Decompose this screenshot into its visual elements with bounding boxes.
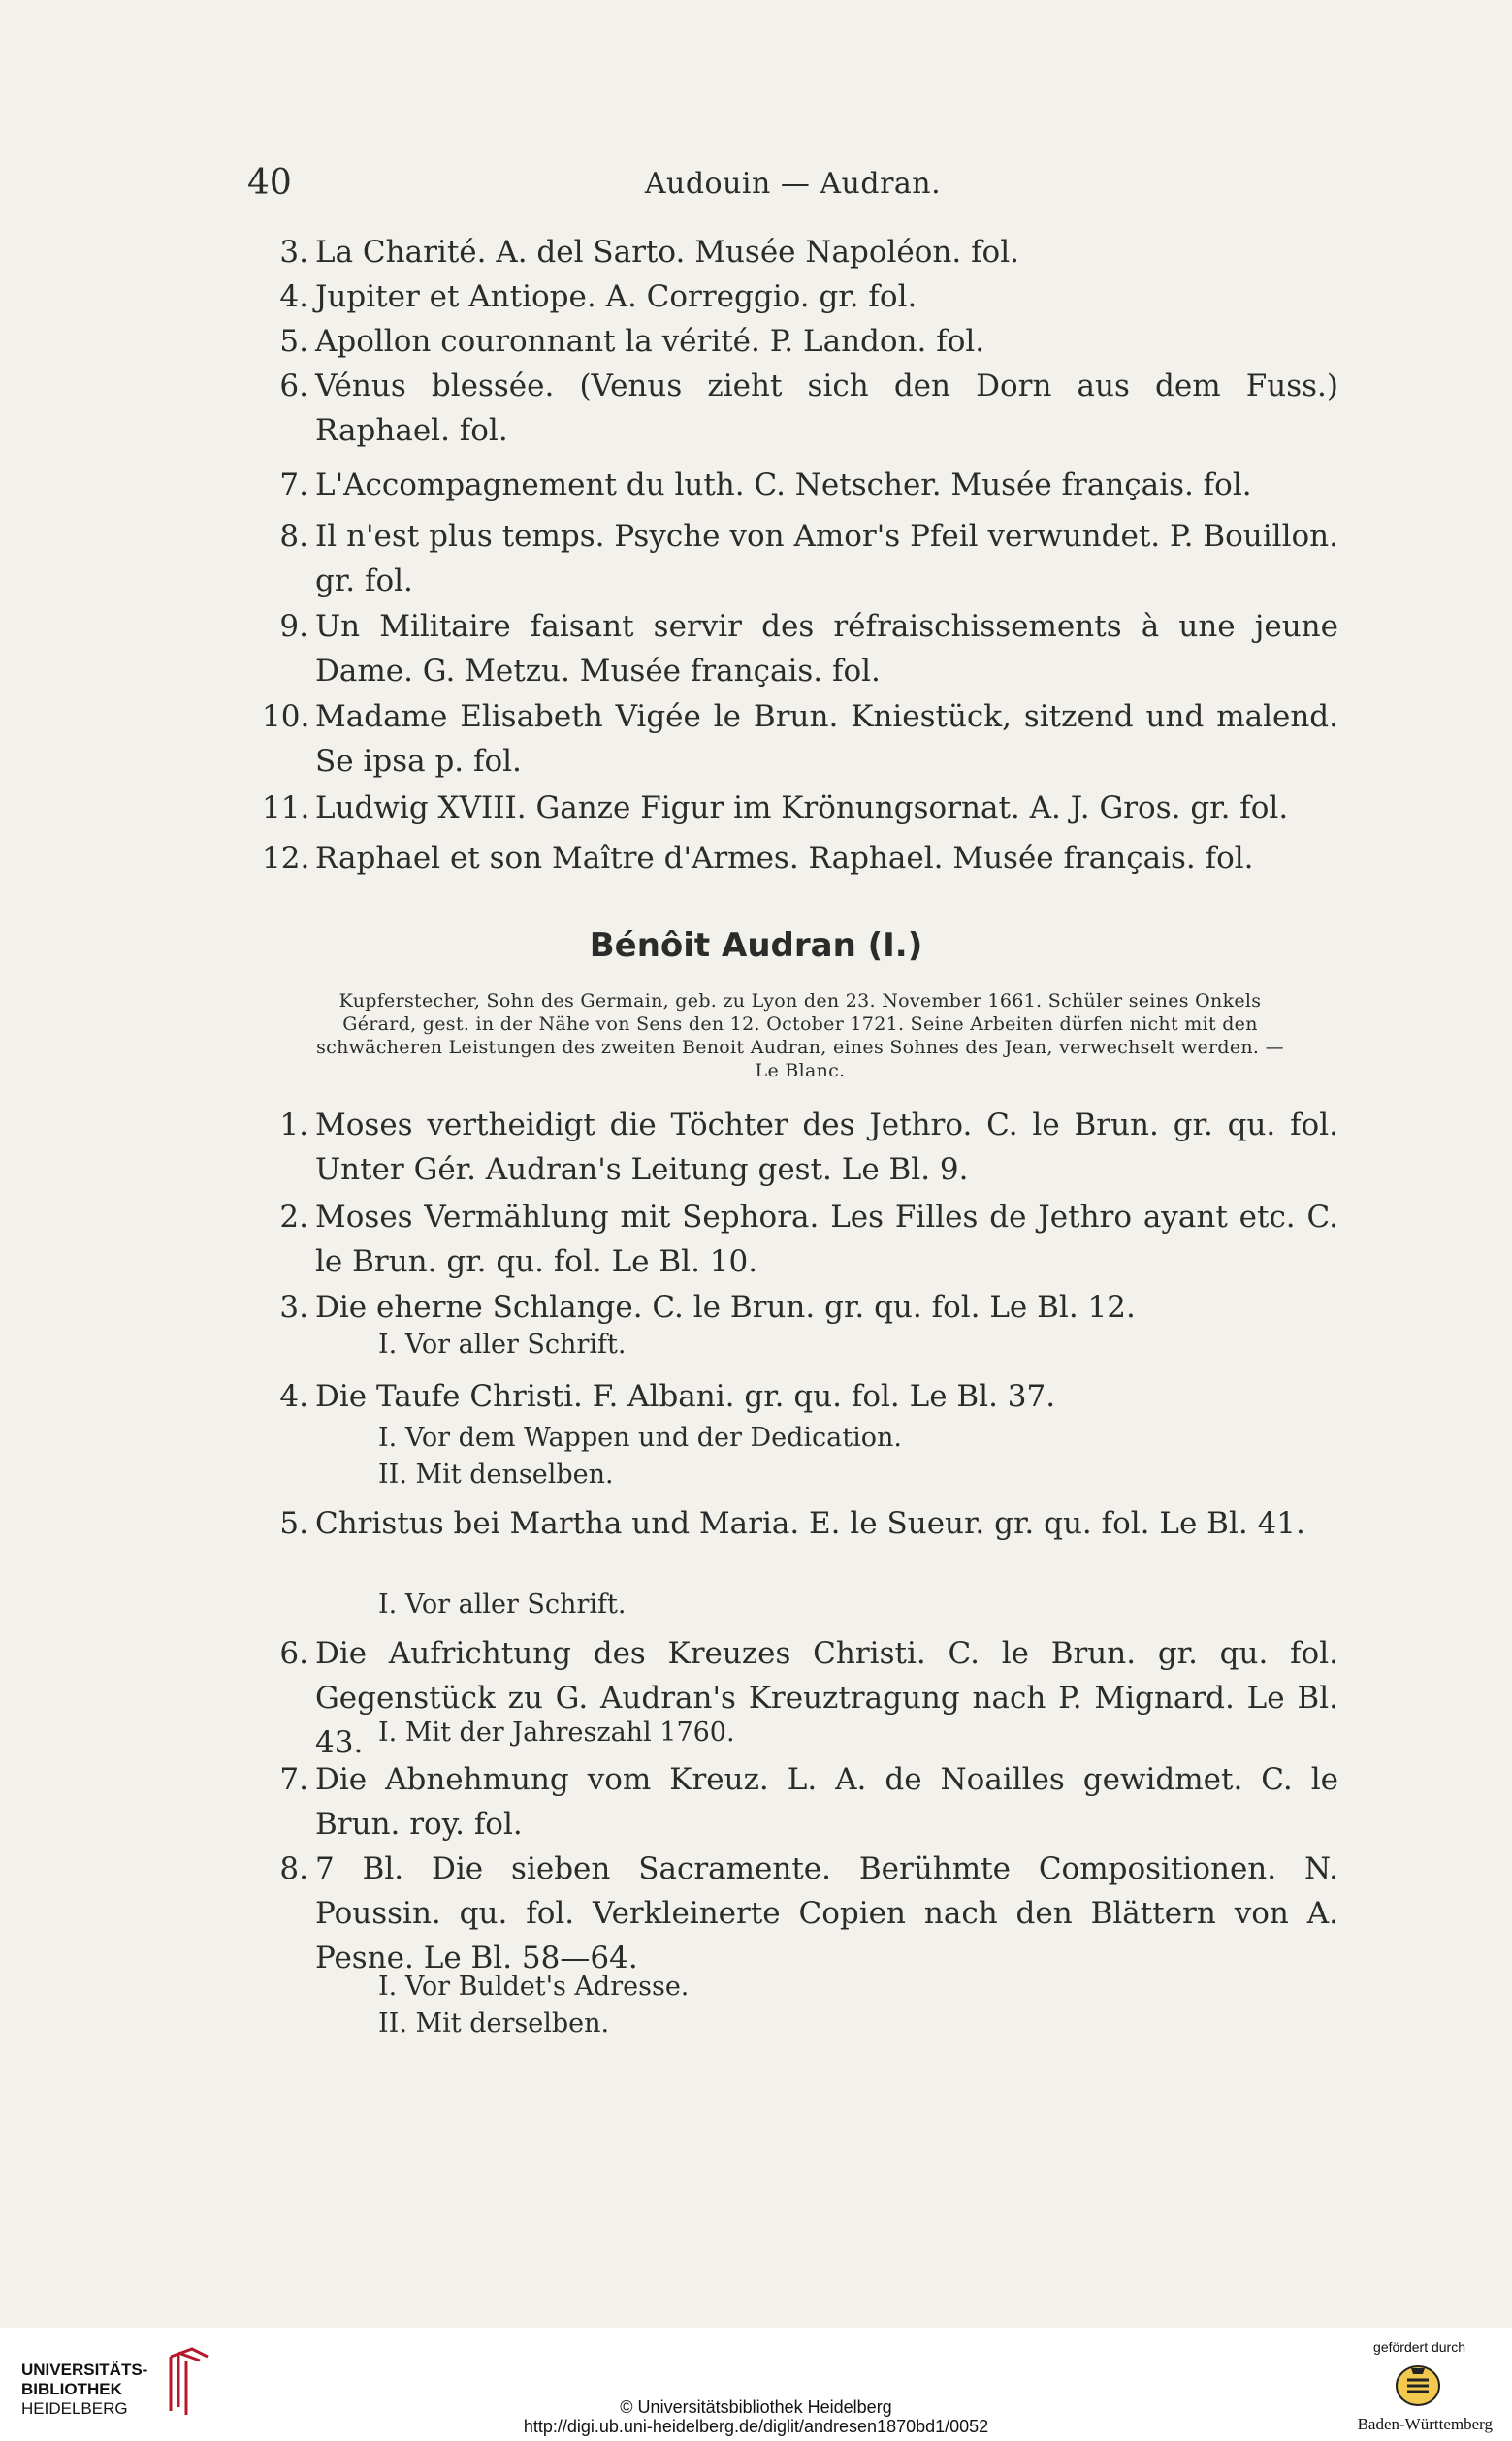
footer-bar: [0, 2328, 1512, 2441]
copyright-notice: © Universitätsbibliothek Heidelberg http://digi.ub.uni-heidelberg.de/diglit/andresen1870bd1/0052: [0, 2397, 1512, 2436]
state-note: II. Mit derselben.: [378, 2008, 610, 2039]
list-item: 8. Il n'est plus temps. Psyche von Amor's Pfeil verwundet. P. Bouillon. gr. fol.: [279, 519, 1338, 598]
list-item: 2. Moses Vermählung mit Sephora. Les Filles de Jethro ayant etc. C. le Brun. gr. qu. fol. Le Bl. 10.: [279, 1200, 1338, 1279]
list-item: 6. Die Aufrichtung des Kreuzes Christi. C. le Brun. gr. qu. fol. Gegenstück zu G. Audran's Kreuztragung nach P. Mignard. Le Bl. 43.: [279, 1636, 1338, 1760]
list-item: 12. Raphael et son Maître d'Armes. Raphael. Musée français. fol.: [262, 841, 1254, 876]
state-note: I. Mit der Jahreszahl 1760.: [378, 1718, 735, 1748]
running-title: Audouin — Audran.: [644, 167, 942, 201]
state-note: I. Vor Buldet's Adresse.: [378, 1972, 690, 2002]
permalink[interactable]: http://digi.ub.uni-heidelberg.de/diglit/andresen1870bd1/0052: [523, 2417, 989, 2436]
library-name: UNIVERSITÄTS- BIBLIOTHEK HEIDELBERG: [21, 2361, 148, 2418]
list-item: 5. Apollon couronnant la vérité. P. Landon. fol.: [279, 324, 985, 359]
list-item: 8. 7 Bl. Die sieben Sacramente. Berühmte Compositionen. N. Poussin. qu. fol. Verkleinerte Copien nach den Blättern von A. Pesne. Le Bl. 58—64.: [279, 1851, 1338, 1975]
list-item: 11. Ludwig XVIII. Ganze Figur im Krönungsornat. A. J. Gros. gr. fol.: [262, 790, 1289, 825]
list-item: 3. Die eherne Schlange. C. le Brun. gr. qu. fol. Le Bl. 12.: [279, 1290, 1136, 1325]
state-note: II. Mit denselben.: [378, 1460, 614, 1490]
page-number: 40: [247, 163, 292, 203]
list-item: 4. Jupiter et Antiope. A. Correggio. gr. fol.: [279, 279, 917, 314]
state-note: I. Vor dem Wappen und der Dedication.: [378, 1423, 902, 1453]
list-item: 5. Christus bei Martha und Maria. E. le Sueur. gr. qu. fol. Le Bl. 41.: [279, 1506, 1305, 1541]
biography-note: Kupferstecher, Sohn des Germain, geb. zu Lyon den 23. November 1661. Schüler seines Onkels Gérard, gest. in der Nähe von Sens den 12. October 1721. Seine Arbeiten dürfen nicht mit den schwächeren Leistungen des zweiten Benoit Audran, eines Sohnes des Jean, verwechselt werden. — Le Blanc.: [316, 990, 1284, 1081]
section-title: Bénôit Audran (I.): [589, 926, 923, 965]
state-note: I. Vor aller Schrift.: [378, 1330, 627, 1360]
funding-label: gefördert durch: [1373, 2339, 1465, 2355]
list-item: 9. Un Militaire faisant servir des réfraischissements à une jeune Dame. G. Metzu. Musée français. fol.: [279, 609, 1338, 689]
list-item: 7. L'Accompagnement du luth. C. Netscher. Musée français. fol.: [279, 467, 1252, 502]
state-name: Baden-Württemberg: [1357, 2415, 1493, 2433]
state-note: I. Vor aller Schrift.: [378, 1590, 627, 1620]
list-item: 10. Madame Elisabeth Vigée le Brun. Kniestück, sitzend und malend. Se ipsa p. fol.: [262, 699, 1338, 779]
list-item: 1. Moses vertheidigt die Töchter des Jethro. C. le Brun. gr. qu. fol. Unter Gér. Audran's Leitung gest. Le Bl. 9.: [279, 1108, 1338, 1187]
list-item: 7. Die Abnehmung vom Kreuz. L. A. de Noailles gewidmet. C. le Brun. roy. fol.: [279, 1762, 1338, 1842]
list-item: 4. Die Taufe Christi. F. Albani. gr. qu. fol. Le Bl. 37.: [279, 1379, 1056, 1414]
page-header: [247, 163, 1338, 211]
list-item: 6. Vénus blessée. (Venus zieht sich den Dorn aus dem Fuss.) Raphael. fol.: [279, 369, 1338, 448]
list-item: 3. La Charité. A. del Sarto. Musée Napoléon. fol.: [279, 235, 1019, 270]
state-seal-icon: [1394, 2361, 1442, 2409]
